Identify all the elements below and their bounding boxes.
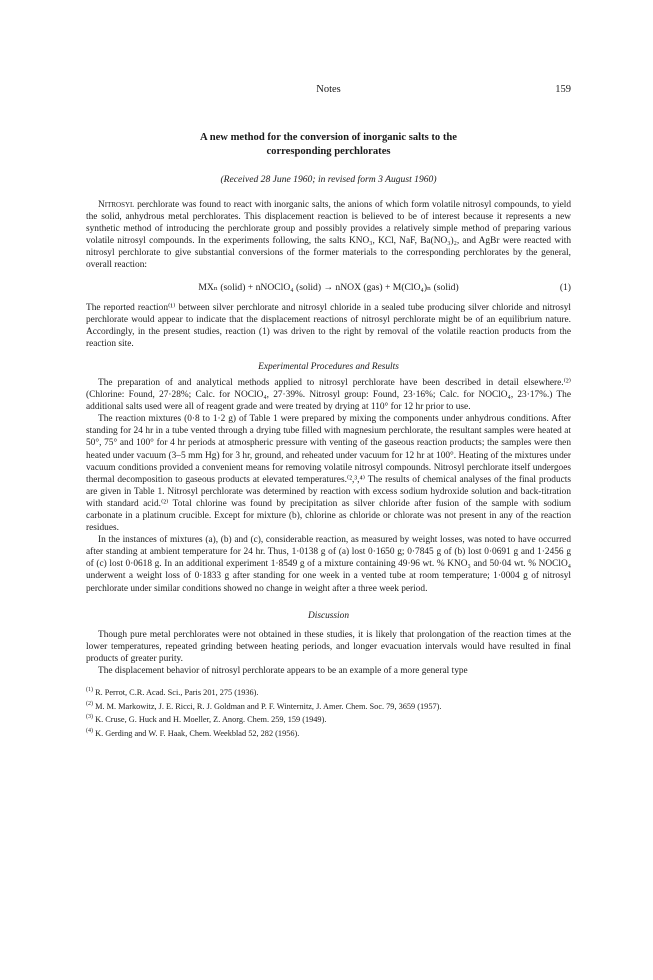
paragraph-preparation: The preparation of and analytical methods applied to nitrosyl perchlorate have been described in detail elsewhere.⁽²⁾ (Chlorine: Found, 27·28%; Calc. for NOClO₄, 27·39%. Nitrosyl group: Found, 23·16%; Calc. for NOClO₄, 23·17%.) The additional salts used were all of reagent grade and were treated by drying at 110° for 12 hr prior to use. <box>86 377 571 413</box>
title-line-1: A new method for the conversion of inorganic salts to the <box>200 132 457 143</box>
reference-text: K. Gerding and W. F. Haak, Chem. Weekblad 52, 282 (1956). <box>95 728 300 738</box>
reference-item <box>86 699 571 713</box>
intro-lead-word: Nitrosyl <box>98 200 135 210</box>
received-dates: (Received 28 June 1960; in revised form 3 August 1960) <box>220 174 437 185</box>
reference-text: K. Cruse, G. Huck and H. Moeller, Z. Anorg. Chem. 259, 159 (1949). <box>95 714 327 724</box>
journal-page <box>86 84 571 739</box>
reference-item <box>86 685 571 699</box>
reference-item <box>86 712 571 726</box>
page-number: 159 <box>555 84 571 95</box>
section-heading-experimental: Experimental Procedures and Results <box>258 361 399 372</box>
references-list <box>86 685 571 739</box>
article-title <box>86 131 571 159</box>
running-title: Notes <box>316 84 341 95</box>
reference-text: R. Perrot, C.R. Acad. Sci., Paris 201, 275 (1936). <box>95 687 259 697</box>
page-header <box>86 84 571 98</box>
equation-text: MXₙ (solid) + nNOClO₄ (solid) → nNOX (gas) + M(ClO₄)ₙ (solid) <box>198 281 459 293</box>
reference-marker: (4) <box>86 727 93 734</box>
equation-number: (1) <box>559 281 571 293</box>
reference-text: M. M. Markowitz, J. E. Ricci, R. J. Goldman and P. F. Winternitz, J. Amer. Chem. Soc. 79, 3659 (1957). <box>95 701 442 711</box>
intro-text: perchlorate was found to react with inorganic salts, the anions of which form volatile nitrosyl compounds, to yield the solid, anhydrous metal perchlorates. This displacement reaction is believed to be of interest because it represents a new synthetic method of introducing the perchlorate group and possibly provides a relatively simple method of preparing various volatile nitrosyl compounds. In the experiments following, the salts KNO₃, KCl, NaF, Ba(NO₃)₂, and AgBr were reacted with nitrosyl perchlorate to give substantial conversions of the former materials to the corresponding perchlorates by the general, overall reaction: <box>86 200 571 271</box>
section-heading-discussion: Discussion <box>307 610 349 621</box>
title-line-2: corresponding perchlorates <box>266 146 391 157</box>
reference-item <box>86 726 571 740</box>
paragraph-discussion-2: The displacement behavior of nitrosyl perchlorate appears to be an example of a more general type <box>98 665 468 676</box>
reaction-equation <box>86 281 571 294</box>
reference-marker: (3) <box>86 714 93 721</box>
paragraph-reported-reaction: The reported reaction⁽¹⁾ between silver perchlorate and nitrosyl chloride in a sealed tube producing silver chloride and nitrosyl perchlorate would appear to indicate that the displacement reactions of nitrosyl perchlorate might be of an equilibrium nature. Accordingly, in the present studies, reaction (1) was driven to the right by removal of the volatile reaction products from the reaction site. <box>86 302 571 349</box>
reference-marker: (1) <box>86 687 93 693</box>
paragraph-reaction-mixtures: The reaction mixtures (0·8 to 1·2 g) of Table 1 were prepared by mixing the components under anhydrous conditions. After standing for 24 hr in a tube vented through a drying tube filled with magnesium perchlorate, the resultant samples were heated at 50°, 75° and 100° for 4 hr periods at atmospheric pressure with venting of the gaseous reaction products; the samples were then heated under vacuum (3–5 mm Hg) for 3 hr, ground, and reheated under vacuum for 12 hr at 100°. Heating of the mixtures under vacuum conditions provided a convenient means for removing volatile nitrosyl compounds. Nitrosyl perchlorate itself undergoes thermal decomposition to gaseous products at elevated temperatures.⁽²,³,⁴⁾ The results of chemical analyses of the final products are given in Table 1. Nitrosyl perchlorate was determined by reaction with excess sodium hydroxide solution and back-titration with standard acid.⁽²⁾ Total chlorine was found by precipitation as silver chloride after fusion of the sample with sodium carbonate in a platinum crucible. Except for mixture (b), chlorine as chloride or chlorate was not present in any of the reaction residues. <box>86 414 571 534</box>
intro-paragraph <box>86 199 571 272</box>
paragraph-weight-losses: In the instances of mixtures (a), (b) and (c), considerable reaction, as measured by weight losses, was noted to have occurred after standing at ambient temperature for 24 hr. Thus, 1·0138 g of (a) lost 0·1650 g; 0·7845 g of (b) lost 0·0691 g and 1·2456 g of (c) lost 0·0618 g. In an additional experiment 1·8549 g of a mixture containing 49·96 wt. % KNO₃ and 50·04 wt. % NOClO₄ underwent a weight loss of 0·1833 g after standing for one week in a vented tube at room temperature; 1·0004 g of nitrosyl perchlorate under similar conditions showed no change in weight after a three week period. <box>86 535 571 594</box>
reference-marker: (2) <box>86 700 93 707</box>
paragraph-discussion-1: Though pure metal perchlorates were not obtained in these studies, it is likely that prolongation of the reaction times at the lower temperatures, repeated grinding between heating periods, and longer evacuation intervals would have resulted in final products of greater purity. <box>86 629 571 664</box>
